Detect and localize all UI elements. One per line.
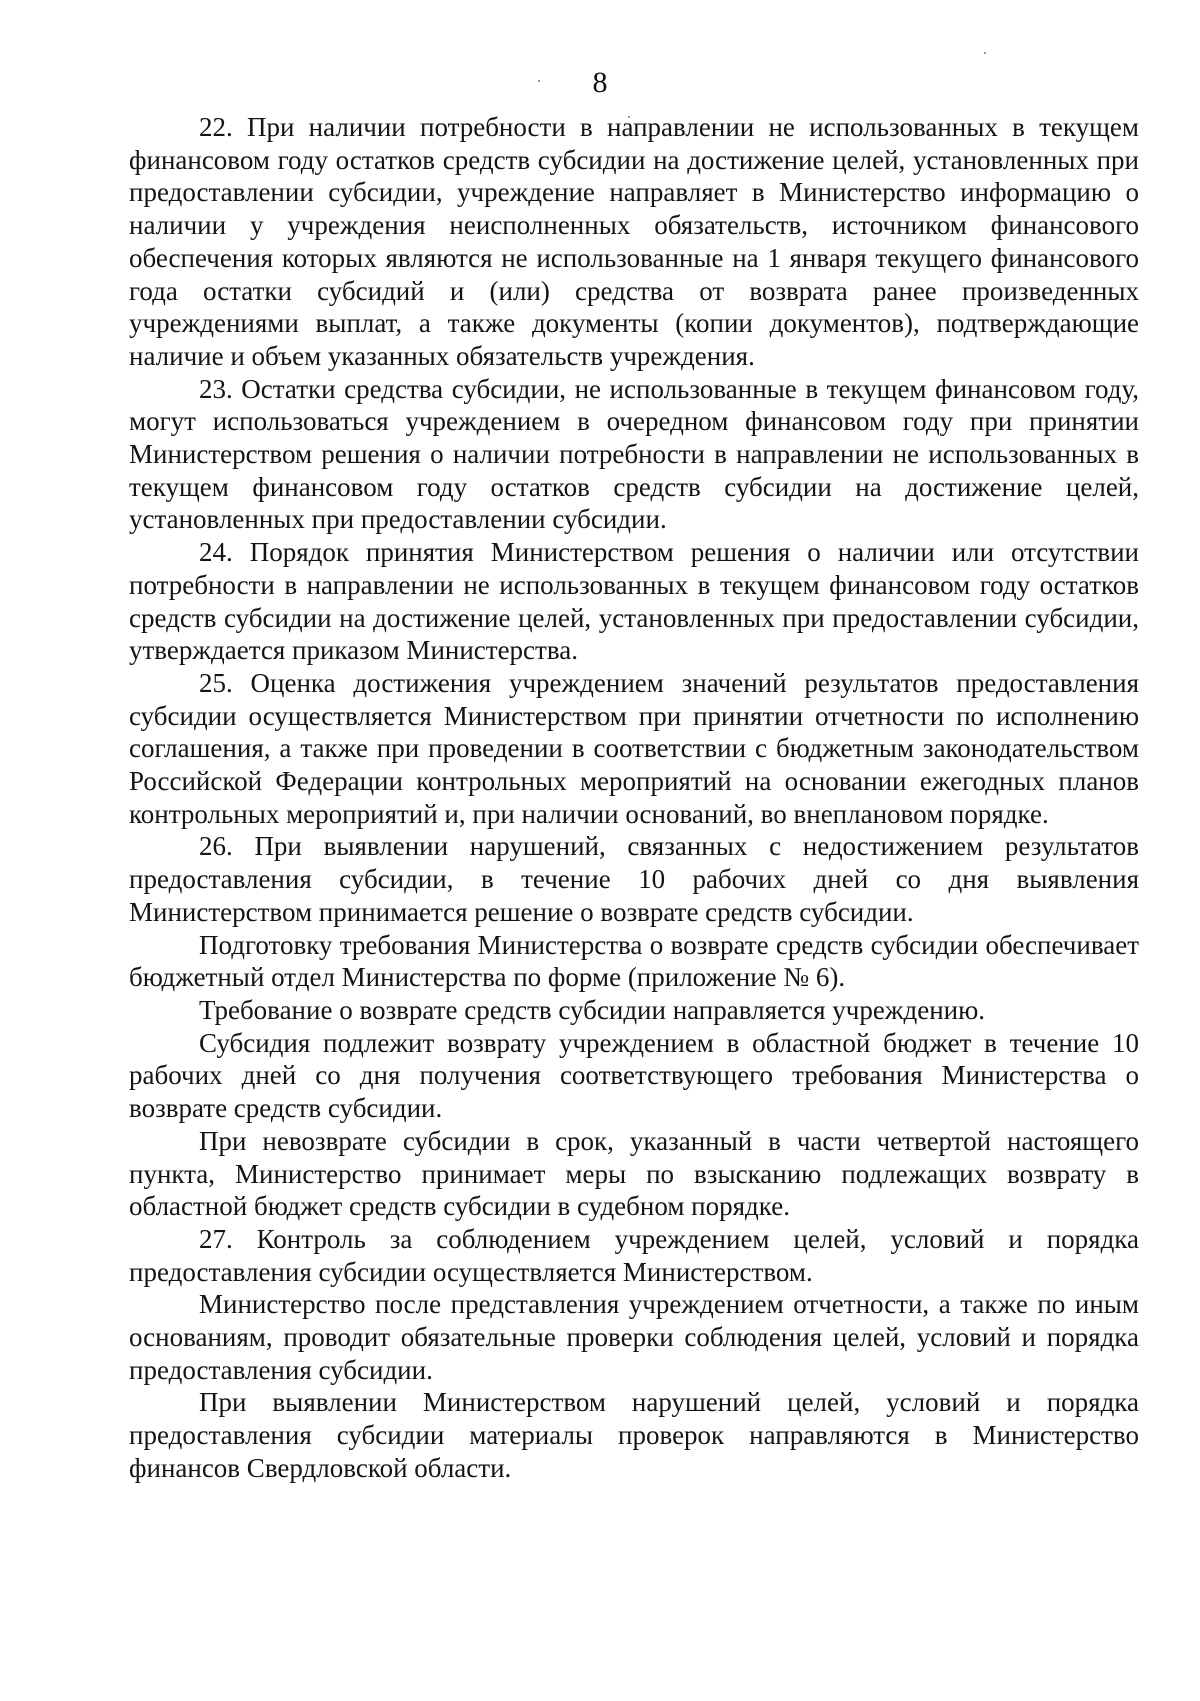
scan-speck [538,80,540,82]
document-body [129,111,1139,1485]
paragraph-27-part-2: Министерство после представления учреждением отчетности, а также по иным основаниям, проводит обязательные проверки соблюдения целей, условий и порядка предоставления субсидии. [129,1289,1139,1385]
paragraph-26-part-5: При невозврате субсидии в срок, указанный в части четвертой настоящего пункта, Министерство принимает меры по взысканию подлежащих возврату в областной бюджет средств субсидии в судебном порядке. [129,1125,1139,1222]
paragraph-25: 25. Оценка достижения учреждением значений результатов предоставления субсидии осуществляется Министерством при принятии отчетности по исполнению соглашения, а также при проведении в соответствии с бюджетным законодательством Российской Федерации контрольных мероприятий на основании ежегодных планов контрольных мероприятий и, при наличии оснований, во внеплановом порядке. [129,667,1139,829]
paragraph-23: 23. Остатки средства субсидии, не использованные в текущем финансовом году, могут использоваться учреждением в очередном финансовом году при принятии Министерством решения о наличии потребности в направлении не использованных в текущем финансовом году остатков средств субсидии на достижение целей, установленных при предоставлении субсидии. [129,373,1139,535]
paragraph-27-part-3: При выявлении Министерством нарушений целей, условий и порядка предоставления субсидии материалы проверок направляются в Министерство финансов Свердловской области. [129,1387,1139,1483]
paragraph-22: 22. При наличии потребности в направлении не использованных в текущем финансовом году остатков средств субсидии на достижение целей, установленных при предоставлении субсидии, учреждение направляет в Министерство информацию о наличии у учреждения неисполненных обязательств, источником финансового обеспечения которых являются не использованные на 1 января текущего финансового года остатки субсидий и (или) средства от возврата ранее произведенных учреждениями выплат, а также документы (копии документов), подтверждающие наличие и объем указанных обязательств учреждения. [129,112,1139,371]
paragraph-27: 27. Контроль за соблюдением учреждением целей, условий и порядка предоставления субсидии осуществляется Министерством. [129,1223,1139,1287]
page-number: 8 [592,66,608,99]
paragraph-24: 24. Порядок принятия Министерством решения о наличии или отсутствии потребности в направлении не использованных в текущем финансовом году остатков средств субсидии на достижение целей, установленных при предоставлении субсидии, утверждается приказом Министерства. [129,537,1139,666]
paragraph-26-part-4: Субсидия подлежит возврату учреждением в областной бюджет в течение 10 рабочих дней со дня получения соответствующего требования Министерства о возврате средств субсидии. [129,1027,1139,1124]
paragraph-26-part-3: Требование о возврате средств субсидии направляется учреждению. [199,994,986,1025]
scan-speck [984,52,986,54]
paragraph-26: 26. При выявлении нарушений, связанных с недостижением результатов предоставления субсидии, в течение 10 рабочих дней со дня выявления Министерством принимается решение о возврате средств субсидии. [129,831,1139,927]
paragraph-26-part-2: Подготовку требования Министерства о возврате средств субсидии обеспечивает бюджетный отдел Министерства по форме (приложение № 6). [129,929,1139,993]
